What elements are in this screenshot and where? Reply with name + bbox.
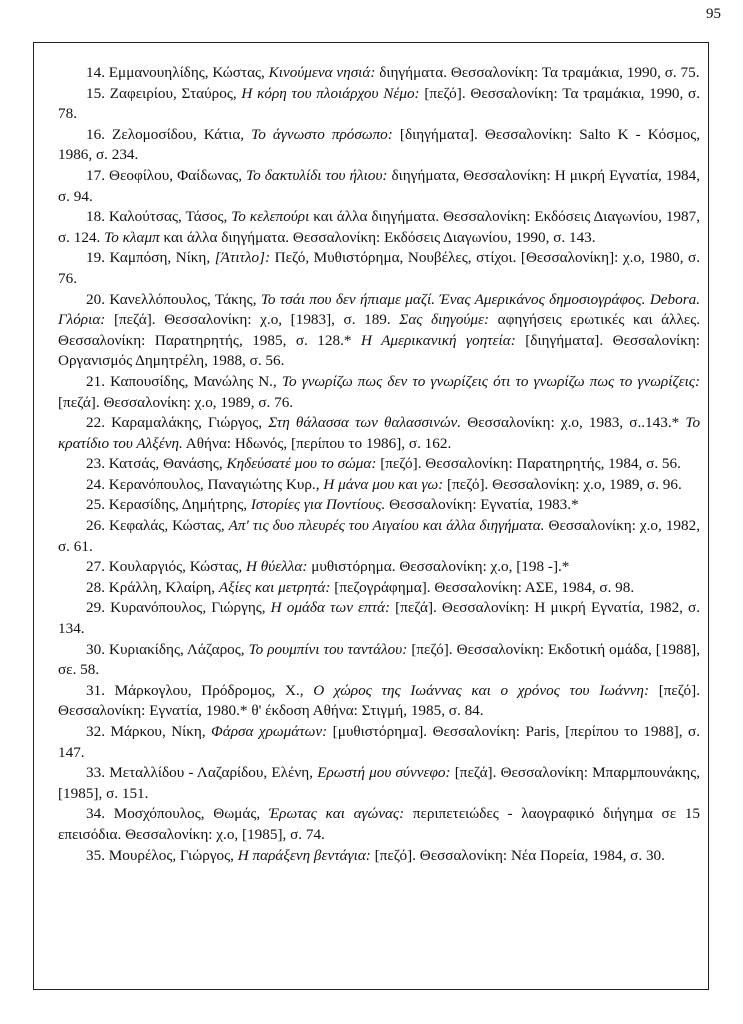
entry-title: Η παράξενη βεντάγια:: [237, 846, 371, 864]
entry-author: Κυρανόπουλος, Γιώργης,: [110, 599, 266, 617]
entry-number: 25.: [86, 496, 105, 514]
entry-author: Μάρκου, Νίκη,: [110, 723, 206, 740]
entry-title: Το γνωρίζω πως δεν το γνωρίζεις ότι το γνωρίζω πως το γνωρίζεις:: [281, 372, 701, 390]
entry-title: Σας διηγούμε:: [399, 311, 490, 329]
bibliography-entry: [58, 804, 700, 845]
entry-number: 29.: [86, 599, 105, 617]
bibliography-entry: [58, 475, 700, 496]
entry-number: 22.: [86, 414, 105, 432]
entry-author: Μουρέλος, Γιώργος,: [108, 846, 234, 864]
entry-details: [πεζογράφημα]. Θεσσαλονίκη: ΑΣΕ, 1984, σ. 98.: [334, 578, 635, 596]
entry-details: και άλλα διηγήματα. Θεσσαλονίκη: Εκδόσεις Διαγωνίου, 1987, σ. 124.: [58, 208, 701, 246]
bibliography-entry: [58, 248, 700, 289]
entry-details: Θεσσαλονίκη: χ.ο, 1982, σ. 61.: [58, 517, 700, 555]
entry-title: Το κελεπούρι: [231, 208, 310, 226]
entry-details: Πεζό, Μυθιστόρημα, Νουβέλες, στίχοι. [Θεσσαλονίκη]: χ.ο, 1980, σ. 76.: [58, 249, 701, 287]
entry-number: 26.: [86, 517, 105, 535]
entry-details: μυθιστόρημα. Θεσσαλονίκη: χ.ο, [198 -].*: [311, 558, 570, 576]
entry-author: Μάρκογλου, Πρόδρομος, Χ.,: [114, 681, 304, 699]
entry-details: [πεζό]. Θεσσαλονίκη: Εκδοτική ομάδα, [1988], σε. 58.: [58, 640, 701, 679]
entry-author: Καμπόση, Νίκη,: [109, 249, 211, 267]
entry-details: Αθήνα: Ηδωνός, [περίπου το 1986], σ. 162.: [185, 434, 452, 452]
entry-number: 18.: [86, 208, 105, 226]
entry-author: Καλούτσας, Τάσος,: [108, 208, 228, 226]
entry-details: [πεζά]. Θεσσαλονίκη: χ.ο, [1983], σ. 189.: [113, 311, 391, 329]
entry-number: 16.: [86, 125, 105, 143]
bibliography-entry: [58, 557, 700, 578]
entry-details: [πεζό]. Θεσσαλονίκη: Τα τραμάκια, 1990, σ. 78.: [58, 84, 701, 123]
entry-title: [Άτιτλο]:: [214, 249, 271, 267]
entry-author: Καραμαλάκης, Γιώργος,: [111, 414, 263, 432]
entry-title: Η ομάδα των επτά:: [270, 599, 391, 617]
entry-details: [πεζά]. Θεσσαλονίκη: χ.ο, 1989, σ. 76.: [58, 393, 294, 411]
entry-details: περιπετειώδες - λαογραφικό διήγημα σε 15 επεισόδια. Θεσσαλονίκη: χ.ο, [1985], σ. 74.: [58, 805, 701, 843]
bibliography-entry: [58, 372, 700, 413]
entry-number: 23.: [86, 455, 105, 473]
entry-title: Το κλαμπ: [104, 228, 160, 246]
entry-author: Εμμανουηλίδης, Κώστας,: [108, 64, 265, 81]
entry-title: Η Αμερικανική γοητεία:: [360, 331, 516, 349]
entry-number: 15.: [86, 84, 105, 102]
entry-title: Το άγνωστο πρόσωπο:: [251, 125, 393, 143]
entry-details: [πεζό]. Θεσσαλονίκη: Εγνατία, 1980.* θ' έκδοση Αθήνα: Στιγμή, 1985, σ. 84.: [58, 681, 700, 720]
bibliography-entry: [58, 125, 700, 166]
entry-author: Κερασίδης, Δημήτρης,: [108, 496, 248, 514]
entry-title: Το δακτυλίδι του ήλιου:: [246, 166, 388, 184]
entry-number: 27.: [86, 558, 105, 576]
entry-number: 14.: [86, 64, 105, 81]
entry-number: 30.: [86, 640, 105, 658]
bibliography-entry: [58, 722, 700, 763]
entry-title: Το τσάι που δεν ήπιαμε μαζί. Ένας Αμερικάνος δημοσιογράφος. Debora. Γλόρια:: [58, 290, 701, 329]
bibliography-entry: [58, 516, 700, 557]
entry-title: Ο χώρος της Ιωάννας και ο χρόνος του Ιωάννη:: [313, 681, 650, 699]
entry-title: Η μάνα μου και γω:: [323, 475, 444, 493]
bibliography-entry: [58, 578, 700, 599]
bibliography-entry: [58, 63, 700, 84]
entry-number: 24.: [86, 475, 105, 493]
entry-title: Αξίες και μετρητά:: [218, 578, 331, 596]
entry-author: Κράλλη, Κλαίρη,: [108, 578, 216, 596]
entry-details: [πεζό]. Θεσσαλονίκη: χ.ο, 1989, σ. 96.: [447, 475, 682, 493]
entry-author: Ζελομοσίδου, Κάτια,: [112, 125, 245, 143]
entry-details: [πεζά]. Θεσσαλονίκη: Μπαρμπουνάκης, [1985], σ. 151.: [58, 764, 701, 802]
bibliography-entry: [58, 413, 700, 454]
entry-number: 31.: [86, 681, 105, 699]
bibliography-list: [58, 63, 700, 866]
entry-author: Κεφαλάς, Κώστας,: [108, 517, 225, 535]
entry-details: [διηγήματα]. Θεσσαλονίκη: Salto K - Κόσμος, 1986, σ. 234.: [58, 125, 701, 164]
bibliography-entry: [58, 681, 700, 722]
bibliography-entry: [58, 84, 700, 125]
entry-number: 21.: [86, 372, 105, 390]
entry-title: Απ' τις δυο πλευρές του Αιγαίου και άλλα διηγήματα.: [228, 517, 545, 535]
entry-title: Ιστορίες για Ποντίους.: [250, 496, 386, 514]
entry-details: και άλλα διηγήματα. Θεσσαλονίκη: Εκδόσεις Διαγωνίου, 1990, σ. 143.: [163, 228, 596, 246]
entry-number: 32.: [86, 723, 105, 740]
bibliography-entry: [58, 207, 700, 248]
entry-author: Μεταλλίδου - Λαζαρίδου, Ελένη,: [109, 764, 314, 782]
entry-details: αφηγήσεις ερωτικές και άλλες. Θεσσαλονίκη: Παρατηρητής, 1985, σ. 128.*: [58, 311, 701, 349]
entry-author: Θεοφίλου, Φαίδωνας,: [109, 166, 243, 184]
entry-title: Κηδεύσατέ μου το σώμα:: [226, 455, 377, 473]
entry-author: Κυριακίδης, Λάζαρος,: [109, 640, 245, 658]
entry-title: Το κρατίδιο του Αλξένη.: [58, 414, 701, 452]
bibliography-entry: [58, 290, 700, 372]
entry-author: Κουλαργιός, Κώστας,: [108, 558, 243, 576]
entry-number: 28.: [86, 578, 105, 596]
entry-details: [πεζό]. Θεσσαλονίκη: Παρατηρητής, 1984, σ. 56.: [380, 455, 681, 473]
bibliography-entry: [58, 495, 700, 516]
entry-details: διηγήματα, Θεσσαλονίκη: Η μικρή Εγνατία, 1984, σ. 94.: [58, 166, 701, 205]
entry-number: 17.: [86, 166, 105, 184]
bibliography-entry: [58, 846, 700, 867]
entry-details: [διηγήματα]. Θεσσαλονίκη: Οργανισμός Δημητρέλη, 1988, σ. 56.: [58, 331, 701, 370]
bibliography-entry: [58, 763, 700, 804]
entry-details: διηγήματα. Θεσσαλονίκη: Τα τραμάκια, 1990, σ. 75.: [379, 64, 700, 81]
entry-details: [πεζά]. Θεσσαλονίκη: Η μικρή Εγνατία, 1982, σ. 134.: [58, 599, 701, 638]
entry-title: Ερωστή μου σύννεφο:: [317, 764, 451, 782]
entry-title: Η κόρη του πλοιάρχου Νέμο:: [241, 84, 420, 102]
page-number: 95: [706, 6, 721, 22]
entry-number: 20.: [86, 290, 105, 308]
entry-details: [μυθιστόρημα]. Θεσσαλονίκη: Paris, [περίπου το 1988], σ. 147.: [58, 723, 701, 761]
entry-title: Κινούμενα νησιά:: [268, 64, 376, 81]
entry-number: 34.: [86, 805, 105, 823]
entry-author: Κατσάς, Θανάσης,: [108, 455, 223, 473]
entry-author: Κερανόπουλος, Παναγιώτης Κυρ.,: [108, 475, 320, 493]
bibliography-entry: [58, 598, 700, 639]
bibliography-entry: [58, 454, 700, 475]
entry-title: Έρωτας και αγώνας:: [268, 805, 405, 823]
entry-author: Καπουσίδης, Μανώλης Ν.,: [110, 372, 277, 390]
bibliography-entry: [58, 640, 700, 681]
entry-number: 33.: [86, 764, 105, 782]
entry-title: Φάρσα χρωμάτων:: [211, 723, 328, 740]
entry-title: Στη θάλασσα των θαλασσινών.: [268, 414, 462, 432]
entry-title: Το ρουμπίνι του ταντάλου:: [248, 640, 408, 658]
entry-number: 35.: [86, 846, 105, 864]
entry-details: Θεσσαλονίκη: Εγνατία, 1983.*: [389, 496, 579, 514]
entry-details: Θεσσαλονίκη: χ.ο, 1983, σ..143.*: [467, 414, 680, 432]
entry-number: 19.: [86, 249, 105, 267]
bibliography-entry: [58, 166, 700, 207]
entry-title: Η θύελλα:: [246, 558, 308, 576]
entry-author: Ζαφειρίου, Σταύρος,: [109, 84, 237, 102]
entry-author: Μοσχόπουλος, Θωμάς,: [113, 805, 261, 823]
entry-author: Κανελλόπουλος, Τάκης,: [109, 290, 257, 308]
entry-details: [πεζό]. Θεσσαλονίκη: Νέα Πορεία, 1984, σ. 30.: [374, 846, 665, 864]
